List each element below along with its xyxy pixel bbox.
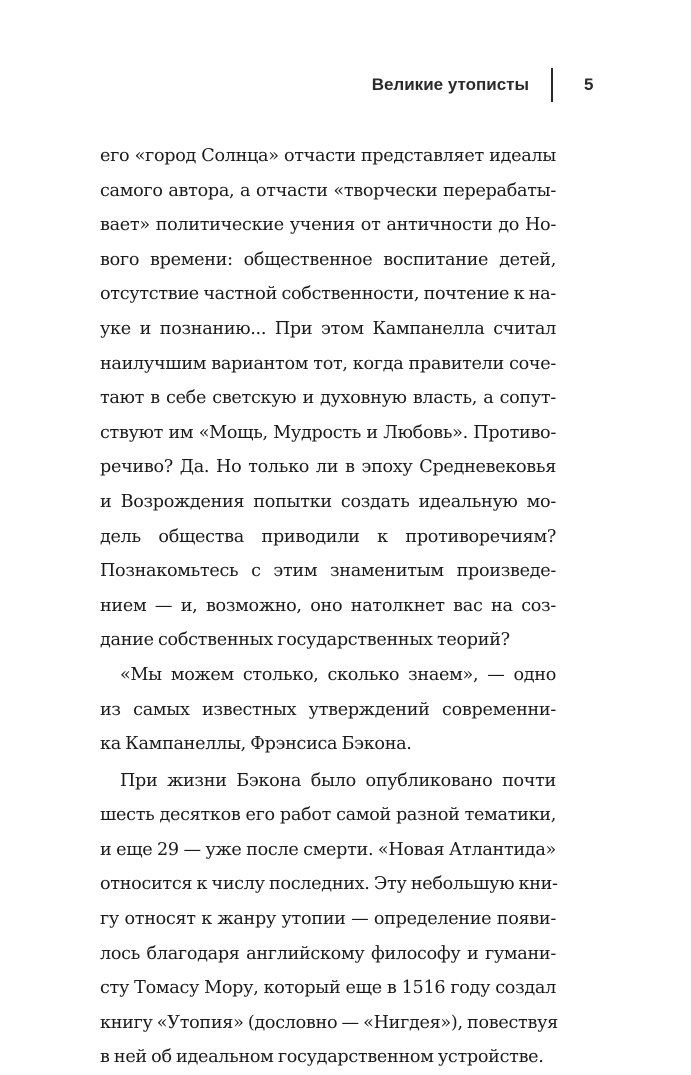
paragraph	[100, 764, 556, 1075]
text-line: нием — и, возможно, оно натолкнет вас на соз-	[100, 595, 556, 616]
text-line: лось благодаря английскому философу и гумани-	[100, 943, 556, 964]
text-line: отсутствие частной собственности, почтение к на-	[100, 284, 556, 305]
text-line: ствуют им «Мощь, Мудрость и Любовь». Противо-	[100, 422, 556, 443]
text-line: гу относят к жанру утопии — определение появи-	[100, 909, 556, 930]
text-line: тают в себе светскую и духовную власть, а сопут-	[100, 388, 556, 409]
text-line: из самых известных утверждений современни-	[100, 699, 556, 720]
page-number: 5	[584, 75, 594, 94]
text-line: сту Томасу Мору, который еще в 1516 году создал	[100, 978, 556, 999]
text-line: При жизни Бэкона было опубликовано почти	[120, 770, 556, 791]
text-line: вает» политические учения от античности до Но-	[100, 215, 556, 236]
text-line: и Возрождения попытки создать идеальную мо-	[100, 491, 556, 512]
text-line: наилучшим вариантом тот, когда правители соче-	[100, 353, 556, 374]
text-line: ка Кампанеллы, Фрэнсиса Бэкона.	[100, 734, 412, 755]
header-divider	[551, 68, 553, 102]
text-line: его «город Солнца» отчасти представляет идеалы	[100, 146, 556, 166]
text-line: Познакомьтесь с этим знаменитым произведе-	[100, 561, 556, 582]
body-text	[100, 139, 556, 1075]
text-line: книгу «Утопия» (дословно — «Нигдея»), повествуя	[100, 1012, 558, 1033]
text-line: и еще 29 — уже после смерти. «Новая Атлантида»	[100, 839, 556, 860]
paragraph	[100, 658, 556, 762]
text-line: дель общества приводили к противоречиям?	[100, 526, 556, 547]
running-title: Великие утописты	[371, 75, 529, 94]
text-line: дание собственных государственных теорий?	[100, 630, 510, 651]
paragraph	[100, 139, 556, 658]
text-line: «Мы можем столько, сколько знаем», — одно	[120, 664, 556, 685]
text-line: относится к числу последних. Эту небольшую кни-	[100, 874, 558, 895]
text-line: вого времени: общественное воспитание детей,	[100, 249, 556, 270]
text-line: уке и познанию... При этом Кампанелла считал	[100, 318, 556, 339]
text-line: речиво? Да. Но только ли в эпоху Средневековья	[100, 457, 556, 478]
text-line: шесть десятков его работ самой разной тематики,	[100, 805, 556, 826]
text-line: в ней об идеальном государственном устройстве.	[100, 1047, 544, 1068]
text-line: самого автора, а отчасти «творчески перерабаты-	[100, 180, 556, 201]
